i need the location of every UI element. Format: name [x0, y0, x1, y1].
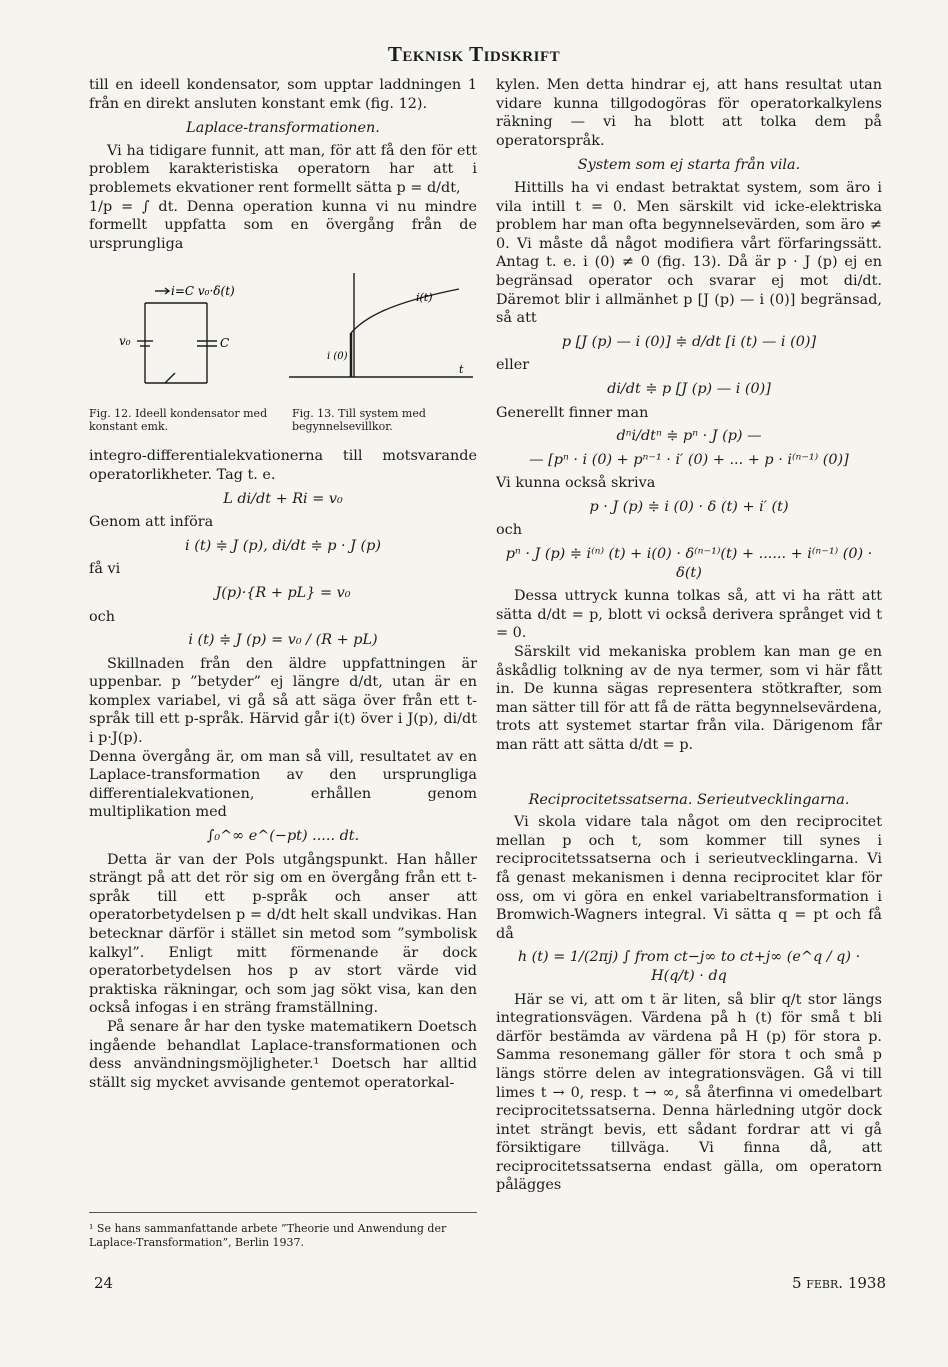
- section-heading: System som ej starta från vila.: [577, 157, 801, 174]
- equation: — [pⁿ · i (0) + pⁿ⁻¹ · i′ (0) + ... + p · i⁽ⁿ⁻¹⁾ (0)]: [529, 451, 849, 468]
- equation: pⁿ · J (p) ≑ i⁽ⁿ⁾ (t) + i(0) · δ⁽ⁿ⁻¹⁾(t) + ...... + i⁽ⁿ⁻¹⁾ (0) · δ(t): [505, 546, 873, 581]
- paragraph: Skillnaden från den äldre uppfattningen är uppenbar. p ”betyder” ej längre d/dt, utan är en komplex variabel, vi gå så att säga över från ett t-språk till ett p-språk. Härvid går i(t) över i J(p), di/dt i p·J(p).: [89, 655, 477, 747]
- fig13-graph: [289, 273, 473, 377]
- fig12-current-label: i=C v₀·δ(t): [171, 284, 235, 299]
- equation: i (t) ≑ J (p), di/dt ≑ p · J (p): [185, 537, 381, 554]
- paragraph: kylen. Men detta hindrar ej, att hans resultat utan vidare kunna tillgodogöras för operatorkalkylens räkning — vi ha blott att tolka dem på operatorspråk.: [496, 77, 882, 149]
- equation: p · J (p) ≑ i (0) · δ (t) + i′ (t): [589, 498, 789, 515]
- left-column: [89, 76, 477, 1092]
- paragraph: Denna övergång är, om man så vill, resultatet av en Laplace-transformation av den ursprungliga differentialekvationen, erhållen genom multiplikation med: [89, 748, 477, 821]
- paragraph: 1/p = ∫ dt. Denna operation kunna vi nu mindre formellt uppfatta som en övergång från de ursprungliga: [89, 198, 477, 252]
- section-heading: Reciprocitetssatserna. Serieutvecklingarna.: [528, 791, 850, 808]
- equation-label: Vi kunna också skriva: [496, 475, 656, 492]
- paragraph: till en ideell kondensator, som upptar laddningen 1 från en direkt ansluten konstant emk (fig. 12).: [89, 77, 477, 112]
- issue-date: 5 febr. 1938: [791, 1274, 886, 1292]
- equation: di/dt ≑ p [J (p) — i (0)]: [607, 380, 771, 397]
- paragraph: Dessa uttryck kunna tolkas så, att vi ha rätt att sätta d/dt = p, blott vi också derivera språnget vid t = 0.: [496, 588, 882, 642]
- paragraph: Detta är van der Pols utgångspunkt. Han håller strängt på att det rör sig om en övergång från ett t-språk till ett p-språk och anser att operatorbetydelsen p = d/dt helt skall undvikas. Han betecknar därför i stället sin metod som ”symbolisk kalkyl”. Enligt mitt förmenande är dock operatorbetydelsen hos p av stort värde vid praktiska räkningar, och som jag sökt visa, kan den också infogas i en sträng framställning.: [89, 851, 477, 1017]
- journal-header: Teknisk Tidskrift: [387, 42, 561, 66]
- equation: L di/dt + Ri = v₀: [223, 490, 343, 507]
- equation: i (t) ≑ J (p) = v₀ / (R + pL): [188, 632, 378, 649]
- fig13-i0-label: i (0): [327, 351, 348, 363]
- fig13-t-label: t: [459, 363, 464, 377]
- paragraph: Särskilt vid mekaniska problem kan man ge en åskådlig tolkning av de nya termer, som vi här fått in. De kunna sägas representera stötkrafter, som man sätter till för att få de rätta begynnelsevärdena, trots att systemet startar från vila. Därigenom får man rätt att sätta d/dt = p.: [496, 644, 882, 753]
- paragraph: Här se vi, att om t är liten, så blir q/t stor längs integrationsvägen. Värdena på h (t) för små t bli därför bestämda av värdena på H (p) för stora p. Samma resonemang gäller för stora t och små p längs större delen av integrationsvägen. Gå vi till limes t → 0, resp. t → ∞, så återfinna vi omedelbart reciprocitetssatserna. Denna härledning utgör dock intet strängt bevis, ett sådant fordrar att vi gå försiktigare tillväga. Vi finna då, att reciprocitetssatserna endast gälla, om operatorn pålägges: [496, 991, 882, 1194]
- fig12-caption: Fig. 12. Ideell kondensator med konstant emk.: [89, 407, 268, 434]
- fig13-it-label: i(t): [416, 291, 433, 305]
- equation-label: och: [496, 522, 522, 539]
- equation: h (t) = 1/(2πj) ∫ from ct−j∞ to ct+j∞ (e^q / q) · H(q/t) · dq: [517, 949, 861, 984]
- equation-label: få vi: [89, 561, 121, 578]
- fig12-capacitor-label: C: [220, 336, 230, 351]
- fig13-caption: Fig. 13. Till system med begynnelsevillkor.: [292, 407, 426, 434]
- figure-captions: [89, 407, 477, 433]
- equation-label: och: [89, 608, 115, 625]
- paragraph: Vi skola vidare tala något om den reciprocitet mellan p och t, som kommer till synes i reciprocitetssatserna och i serieutvecklingarna. Vi få genast mekanismen i denna reciprocitet klar för oss, om vi göra en enkel variabeltransformation i Bromwich-Wagners integral. Vi sätta q = pt och få då: [496, 814, 882, 942]
- page-number: 24: [94, 1274, 114, 1292]
- paragraph: integro-differentialekvationerna till motsvarande operatorlikheter. Tag t. e.: [89, 448, 477, 483]
- paragraph: Hittills ha vi endast betraktat system, som äro i vila intill t = 0. Men särskilt vid icke-elektriska problem har man ofta begynnelsevärden, som äro ≠ 0. Vi måste då något modifiera vårt förfaringssätt. Antag t. e. i (0) ≠ 0 (fig. 13). Då är p · J (p) ej en begränsad operator och svarar ej mot di/dt. Däremot blir i allmänhet p [J (p) — i (0)] begränsad, så att: [496, 179, 882, 327]
- equation-label: Generellt finner man: [496, 404, 649, 421]
- paragraph: På senare år har den tyske matematikern Doetsch ingående behandlat Laplace-transformationen och dess användningsmöjligheter.¹ Doetsch har alltid ställt sig mycket avvisande gentemot operatorkal-: [89, 1018, 477, 1091]
- equation-label: eller: [496, 357, 530, 374]
- figure-diagrams: [89, 263, 477, 403]
- equation: J(p)·{R + pL} = v₀: [215, 584, 351, 601]
- right-column: [496, 76, 882, 1195]
- section-heading: Laplace-transformationen.: [186, 120, 380, 137]
- figures: [89, 263, 477, 403]
- equation: ∫₀^∞ e^(−pt) ..... dt.: [206, 828, 360, 845]
- fig12-voltage-label: v₀: [119, 334, 131, 349]
- footnote: ¹ Se hans sammanfattande arbete ”Theorie und Anwendung der Laplace-Transformation”, Berlin 1937.: [89, 1212, 477, 1249]
- equation: p [J (p) — i (0)] ≑ d/dt [i (t) — i (0)]: [561, 333, 817, 350]
- fig12-circuit: [137, 288, 217, 383]
- equation: dⁿi/dtⁿ ≑ pⁿ · J (p) —: [616, 428, 762, 445]
- equation-label: Genom att införa: [89, 514, 214, 531]
- paragraph: Vi ha tidigare funnit, att man, för att få den för ett problem karakteristiska operatorn har att i problemets ekvationer rent formellt sätta p = d/dt,: [89, 142, 477, 196]
